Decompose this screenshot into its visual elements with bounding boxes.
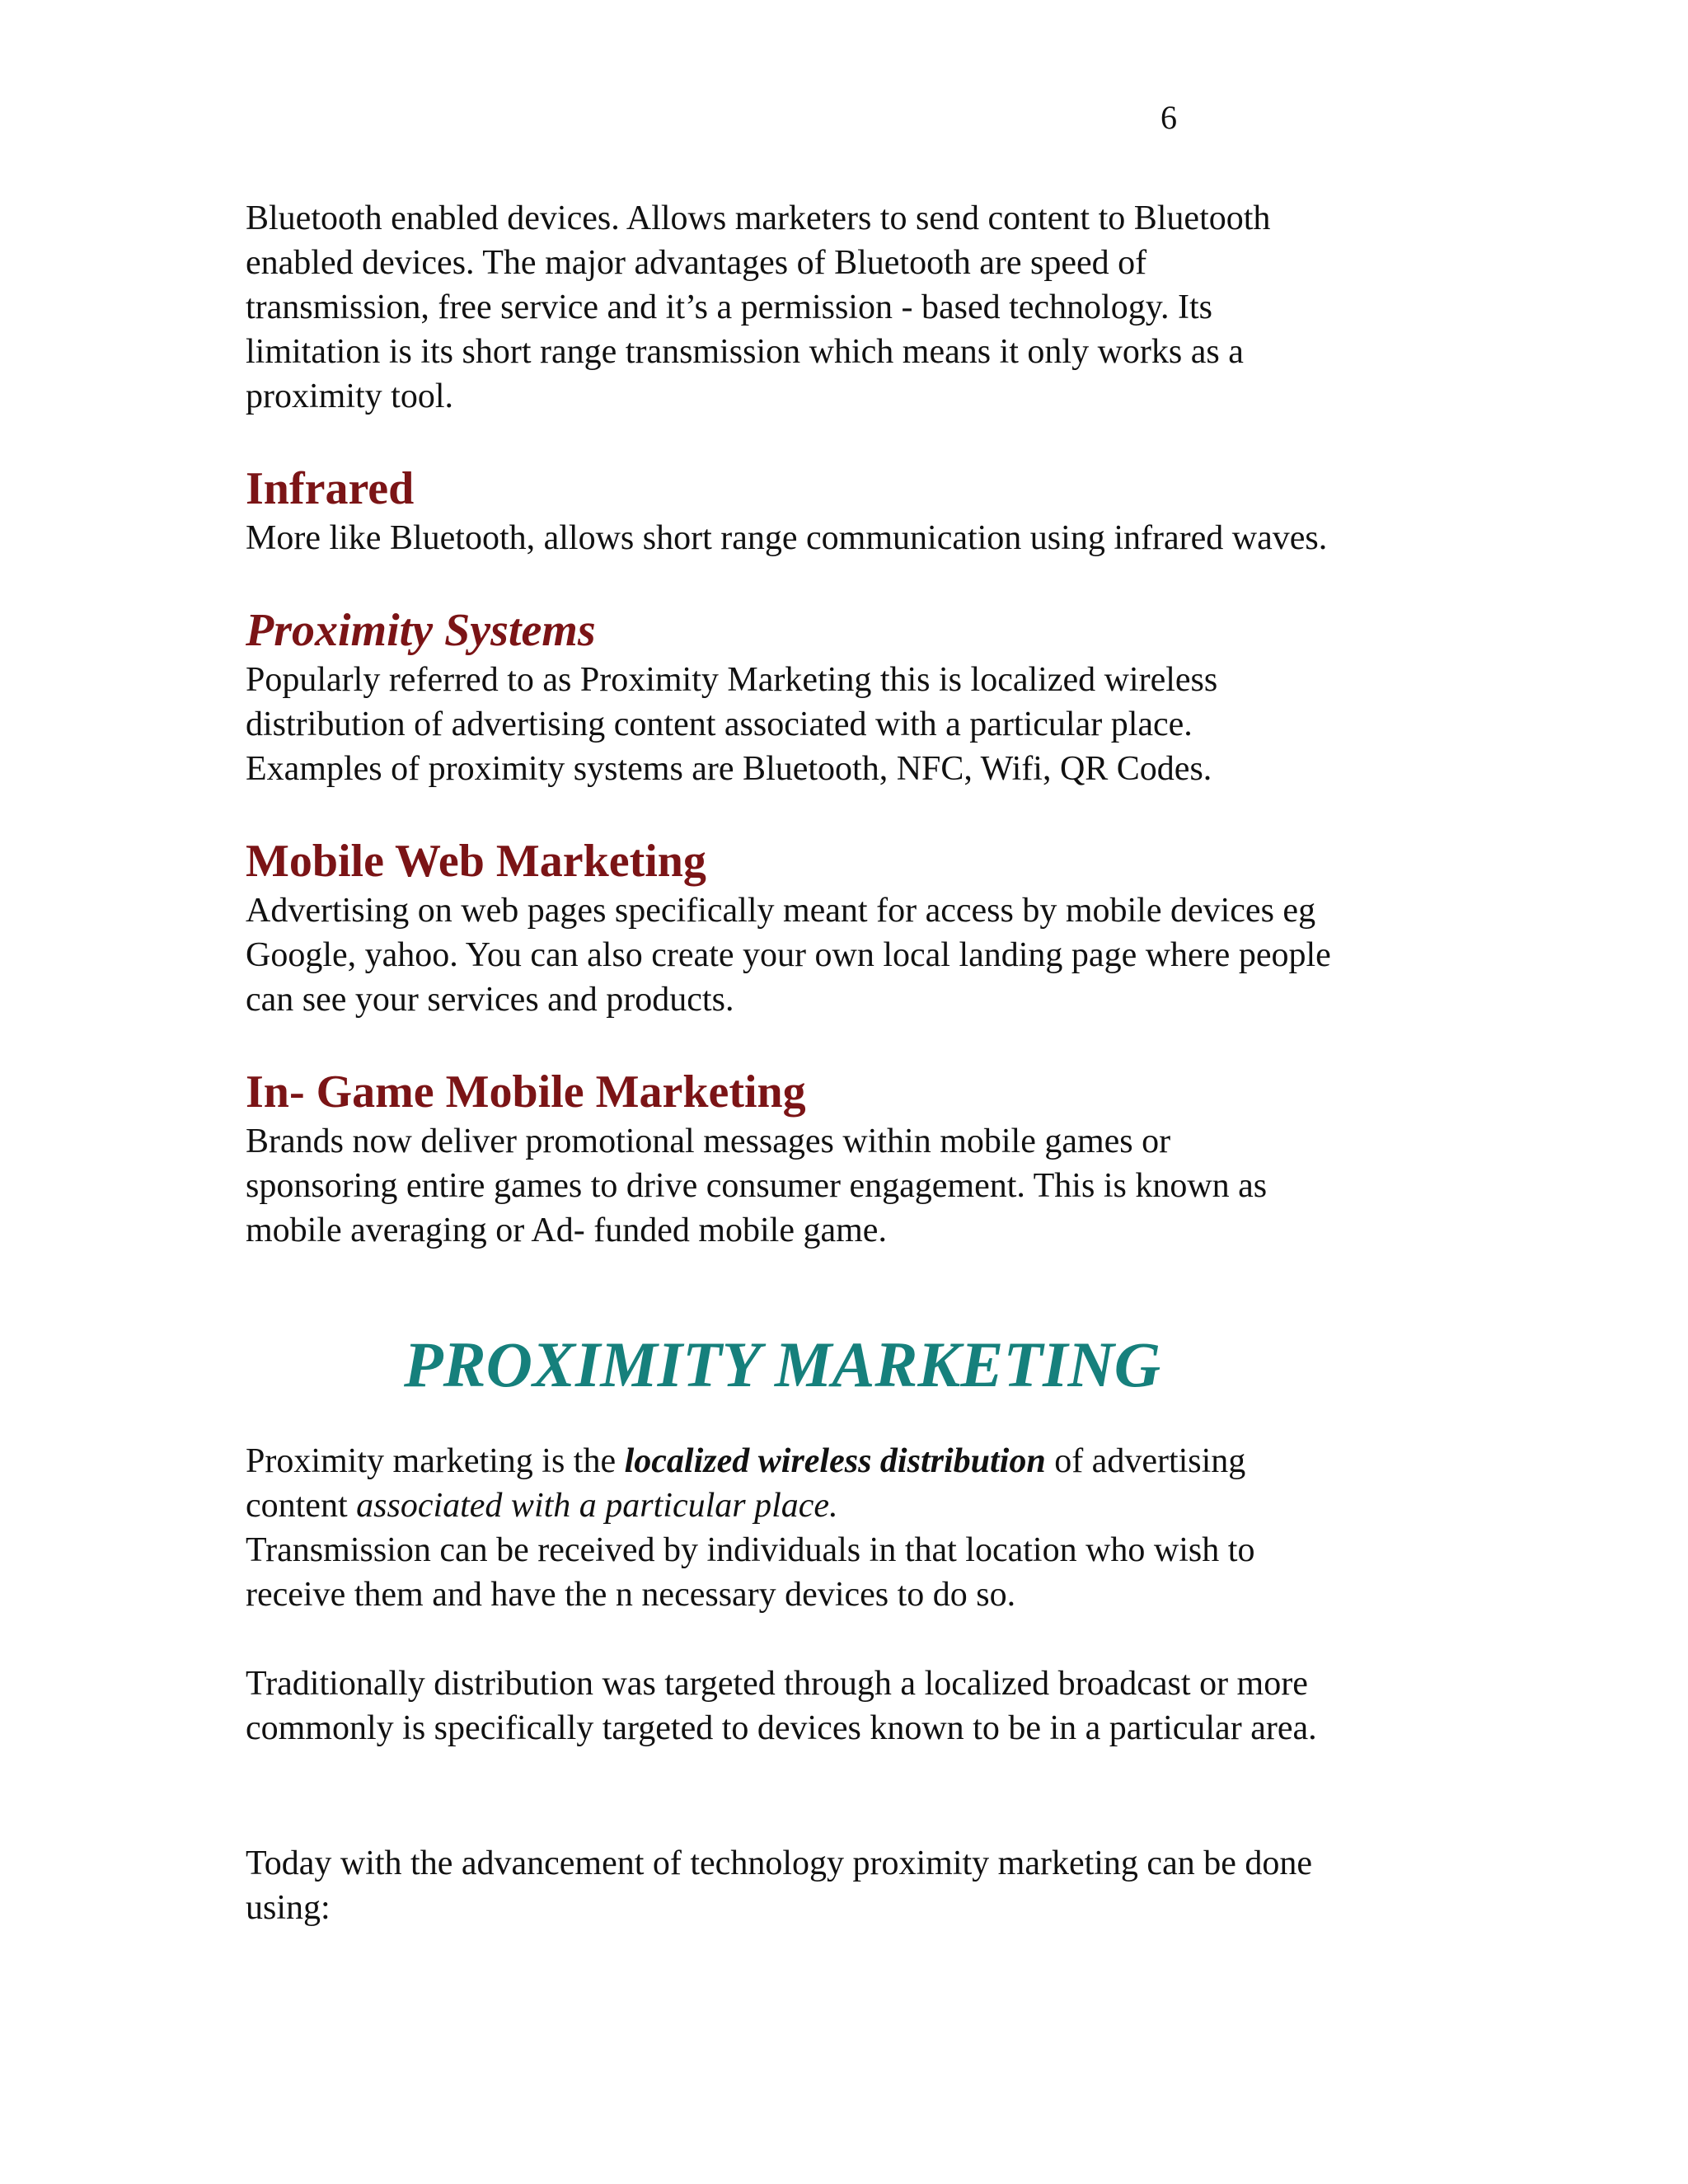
text-fragment: content [246,1487,357,1525]
section-heading: Proximity Systems [246,605,596,656]
text-line: transmission, free service and it’s a permission - based technology. Its [246,288,1212,326]
emphasis-text: associated with a particular place. [356,1487,838,1525]
traditional-paragraph [246,1661,1482,1750]
page-number: 6 [1160,99,1177,136]
today-paragraph [246,1841,1482,1930]
text-line: enabled devices. The major advantages of Bluetooth are speed of [246,244,1147,282]
text-line: More like Bluetooth, allows short range communication using infrared waves. [246,519,1328,557]
section-in-game-mobile-marketing [246,1065,1482,1253]
text-line: receive them and have the n necessary devices to do so. [246,1576,1016,1614]
section-mobile-web-marketing [246,834,1482,1022]
intro-paragraph [246,196,1482,419]
text-line: Brands now deliver promotional messages within mobile games or [246,1122,1171,1160]
text-line [246,1483,1482,1528]
text-line: Popularly referred to as Proximity Marketing this is localized wireless [246,661,1218,699]
text-line: distribution of advertising content associated with a particular place. [246,705,1193,743]
emphasis-text: localized wireless distribution [624,1442,1046,1480]
text-line: Traditionally distribution was targeted through a localized broadcast or more [246,1665,1308,1703]
text-line: mobile averaging or Ad- funded mobile game. [246,1212,887,1249]
major-heading: PROXIMITY MARKETING [404,1329,1161,1400]
text-line [246,1439,1482,1483]
text-line: using: [246,1889,331,1927]
text-line: Bluetooth enabled devices. Allows marketers to send content to Bluetooth [246,199,1271,237]
text-line: can see your services and products. [246,981,734,1019]
text-line: Transmission can be received by individuals in that location who wish to [246,1531,1255,1569]
section-heading: In- Game Mobile Marketing [246,1066,806,1118]
section-proximity-systems [246,603,1482,791]
text-line: Advertising on web pages specifically meant for access by mobile devices eg [246,892,1316,930]
text-line: commonly is specifically targeted to devices known to be in a particular area. [246,1709,1317,1747]
section-heading: Infrared [246,463,415,514]
text-line: proximity tool. [246,377,453,415]
text-line: Today with the advancement of technology proximity marketing can be done [246,1844,1313,1882]
section-infrared [246,462,1482,560]
text-line: Examples of proximity systems are Bluetooth, NFC, Wifi, QR Codes. [246,750,1212,788]
text-line: limitation is its short range transmission which means it only works as a [246,333,1244,371]
document-body [246,196,1482,1930]
proximity-definition [246,1439,1482,1617]
text-fragment: of advertising [1045,1442,1246,1480]
text-line: Google, yahoo. You can also create your own local landing page where people [246,936,1331,974]
text-line: sponsoring entire games to drive consumer engagement. This is known as [246,1167,1268,1205]
text-fragment: Proximity marketing is the [246,1442,625,1480]
section-heading: Mobile Web Marketing [246,836,706,887]
